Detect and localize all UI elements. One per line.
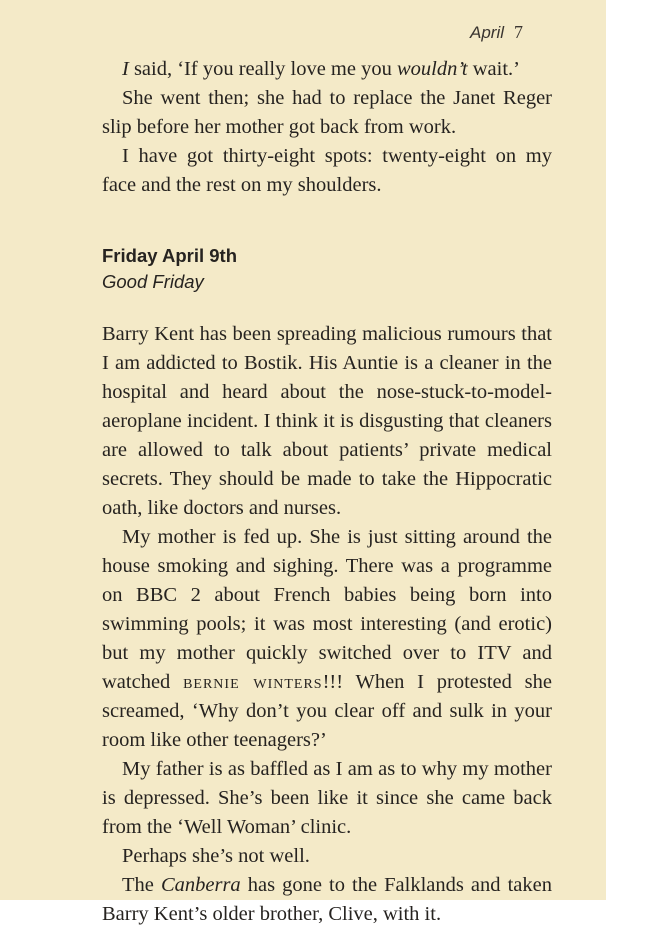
page-number: 7 [514,22,524,42]
running-head-month: April [470,23,505,42]
text-italic: wouldn’t [396,58,468,80]
paragraph: I have got thirty-eight spots: twenty-eight on my face and the rest on my shoulders. [102,145,552,196]
top-text-block [102,55,552,200]
text-run: My mother is fed up. She is just sitting around the house smoking and sighing. There was a programme on BBC 2 about French babies being born into swimming pools; it was most interesting (and erotic) but my mother quickly switched over to ITV and watched [102,526,552,693]
running-head [470,22,580,43]
main-text-block [102,320,552,929]
paragraph: Perhaps she’s not well. [122,845,310,867]
paragraph [102,523,552,755]
text-run: has gone to the Falklands and taken Barry Kent’s older brother, Clive, with it. [102,874,552,925]
paragraph: She went then; she had to replace the Janet Reger slip before her mother got back from work. [102,87,552,138]
entry-subheading: Good Friday [102,271,204,292]
text-run: The [122,874,161,896]
text-italic: I [122,58,129,80]
page-margin [606,0,660,900]
paragraph [102,871,552,929]
entry-heading: Friday April 9th [102,245,238,266]
text-run: !!! When I protested she screamed, ‘Why don’t you clear off and sulk in your room like other teenagers?’ [102,671,552,751]
text-smallcaps: bernie winters [183,671,323,693]
text-italic: Canberra [160,874,241,896]
text-run: said, ‘If you really love me you [128,58,397,80]
paragraph: My father is as baffled as I am as to why my mother is depressed. She’s been like it since she came back from the ‘Well Woman’ clinic. [102,758,552,838]
text-run: wait.’ [467,58,520,80]
paragraph [102,55,552,84]
paragraph: Barry Kent has been spreading malicious rumours that I am addicted to Bostik. His Auntie is a cleaner in the hospital and heard about the nose-stuck-to-model-aeroplane incident. I think it is disgusting that cleaners are allowed to talk about patients’ private medical secrets. They should be made to take the Hippocratic oath, like doctors and nurses. [102,323,552,519]
